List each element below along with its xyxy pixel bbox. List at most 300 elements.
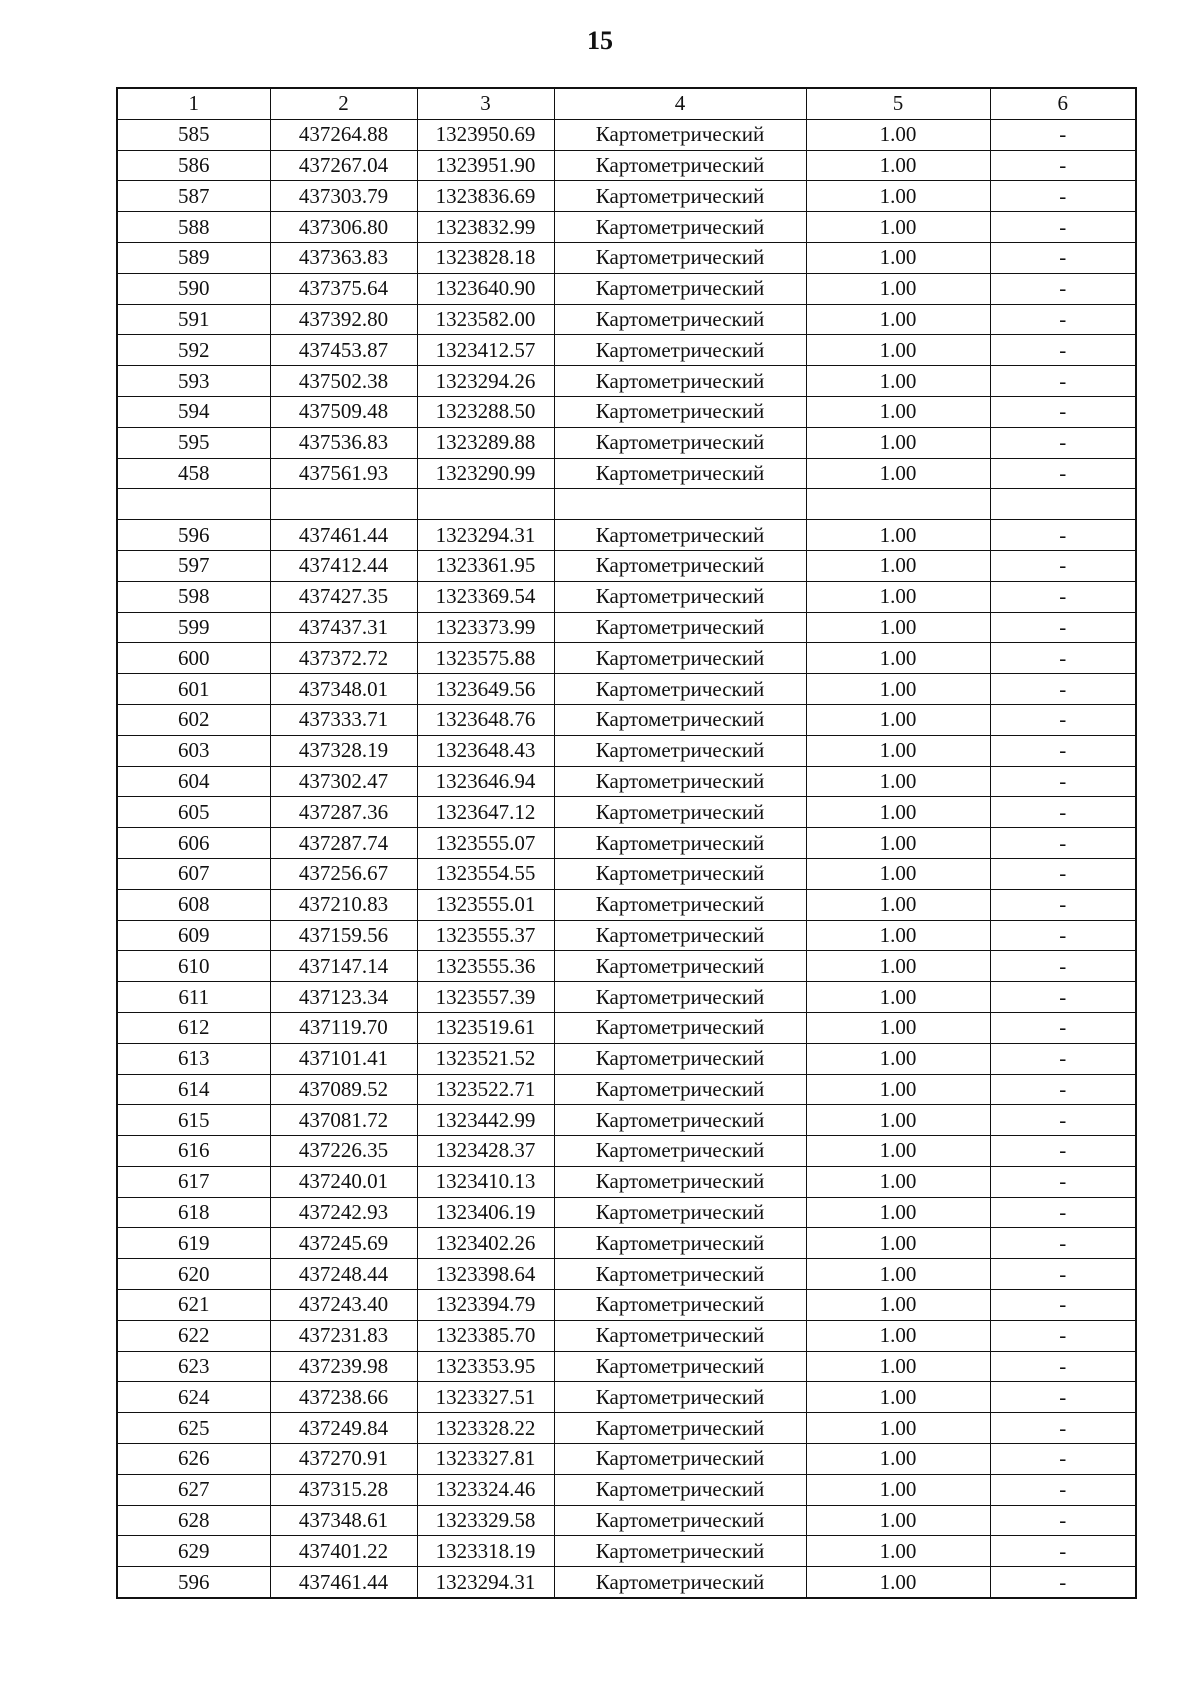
method-cell: Картометрический	[554, 1505, 806, 1536]
point-number-cell: 618	[117, 1197, 270, 1228]
x-coordinate-cell: 437375.64	[270, 273, 417, 304]
point-number-cell: 613	[117, 1043, 270, 1074]
table-row	[117, 1474, 1136, 1505]
x-coordinate-cell: 437509.48	[270, 396, 417, 427]
point-number-cell	[117, 489, 270, 520]
x-coordinate-cell: 437256.67	[270, 858, 417, 889]
table-row	[117, 273, 1136, 304]
table-row	[117, 581, 1136, 612]
table-row	[117, 797, 1136, 828]
note-cell: -	[990, 858, 1136, 889]
note-cell: -	[990, 335, 1136, 366]
accuracy-cell: 1.00	[806, 1320, 990, 1351]
point-number-cell: 625	[117, 1413, 270, 1444]
x-coordinate-cell: 437089.52	[270, 1074, 417, 1105]
y-coordinate-cell: 1323555.36	[417, 951, 554, 982]
header-cell-5: 5	[806, 88, 990, 119]
method-cell: Картометрический	[554, 335, 806, 366]
accuracy-cell: 1.00	[806, 1166, 990, 1197]
method-cell: Картометрический	[554, 982, 806, 1013]
table-row	[117, 643, 1136, 674]
table-row	[117, 1012, 1136, 1043]
table-row	[117, 550, 1136, 581]
point-number-cell: 629	[117, 1536, 270, 1567]
note-cell: -	[990, 304, 1136, 335]
point-number-cell: 596	[117, 520, 270, 551]
table-row	[117, 858, 1136, 889]
x-coordinate-cell: 437437.31	[270, 612, 417, 643]
method-cell: Картометрический	[554, 828, 806, 859]
point-number-cell: 585	[117, 119, 270, 150]
note-cell: -	[990, 1074, 1136, 1105]
accuracy-cell: 1.00	[806, 119, 990, 150]
table-row	[117, 1166, 1136, 1197]
y-coordinate-cell: 1323522.71	[417, 1074, 554, 1105]
point-number-cell: 623	[117, 1351, 270, 1382]
accuracy-cell: 1.00	[806, 1290, 990, 1321]
accuracy-cell: 1.00	[806, 612, 990, 643]
method-cell: Картометрический	[554, 1413, 806, 1444]
x-coordinate-cell: 437348.61	[270, 1505, 417, 1536]
x-coordinate-cell: 437267.04	[270, 150, 417, 181]
table-row	[117, 119, 1136, 150]
table-row	[117, 1074, 1136, 1105]
method-cell: Картометрический	[554, 1074, 806, 1105]
point-number-cell: 622	[117, 1320, 270, 1351]
note-cell: -	[990, 366, 1136, 397]
x-coordinate-cell: 437461.44	[270, 1567, 417, 1598]
y-coordinate-cell: 1323373.99	[417, 612, 554, 643]
accuracy-cell	[806, 489, 990, 520]
note-cell: -	[990, 1444, 1136, 1475]
x-coordinate-cell: 437303.79	[270, 181, 417, 212]
y-coordinate-cell: 1323328.22	[417, 1413, 554, 1444]
table-row	[117, 1382, 1136, 1413]
point-number-cell: 593	[117, 366, 270, 397]
point-number-cell: 587	[117, 181, 270, 212]
table-row	[117, 458, 1136, 489]
method-cell: Картометрический	[554, 273, 806, 304]
note-cell: -	[990, 150, 1136, 181]
accuracy-cell: 1.00	[806, 766, 990, 797]
accuracy-cell: 1.00	[806, 273, 990, 304]
note-cell: -	[990, 581, 1136, 612]
page-number: 15	[587, 26, 613, 55]
note-cell: -	[990, 550, 1136, 581]
point-number-cell: 615	[117, 1105, 270, 1136]
x-coordinate-cell: 437372.72	[270, 643, 417, 674]
table-row	[117, 396, 1136, 427]
method-cell: Картометрический	[554, 581, 806, 612]
point-number-cell: 602	[117, 704, 270, 735]
x-coordinate-cell: 437226.35	[270, 1136, 417, 1167]
header-cell-3: 3	[417, 88, 554, 119]
note-cell: -	[990, 1105, 1136, 1136]
x-coordinate-cell: 437363.83	[270, 242, 417, 273]
accuracy-cell: 1.00	[806, 427, 990, 458]
x-coordinate-cell: 437427.35	[270, 581, 417, 612]
table-row	[117, 1043, 1136, 1074]
note-cell: -	[990, 1228, 1136, 1259]
x-coordinate-cell: 437461.44	[270, 520, 417, 551]
method-cell: Картометрический	[554, 1012, 806, 1043]
accuracy-cell: 1.00	[806, 150, 990, 181]
method-cell: Картометрический	[554, 1105, 806, 1136]
table-row	[117, 612, 1136, 643]
accuracy-cell: 1.00	[806, 828, 990, 859]
method-cell: Картометрический	[554, 550, 806, 581]
accuracy-cell: 1.00	[806, 1259, 990, 1290]
x-coordinate-cell: 437147.14	[270, 951, 417, 982]
x-coordinate-cell: 437302.47	[270, 766, 417, 797]
note-cell: -	[990, 674, 1136, 705]
x-coordinate-cell: 437243.40	[270, 1290, 417, 1321]
method-cell: Картометрический	[554, 612, 806, 643]
method-cell: Картометрический	[554, 797, 806, 828]
table-row	[117, 520, 1136, 551]
note-cell: -	[990, 1351, 1136, 1382]
point-number-cell: 596	[117, 1567, 270, 1598]
accuracy-cell: 1.00	[806, 1012, 990, 1043]
x-coordinate-cell	[270, 489, 417, 520]
method-cell: Картометрический	[554, 704, 806, 735]
note-cell: -	[990, 735, 1136, 766]
point-number-cell: 620	[117, 1259, 270, 1290]
point-number-cell: 598	[117, 581, 270, 612]
point-number-cell: 621	[117, 1290, 270, 1321]
y-coordinate-cell: 1323648.76	[417, 704, 554, 735]
x-coordinate-cell: 437502.38	[270, 366, 417, 397]
x-coordinate-cell: 437287.74	[270, 828, 417, 859]
accuracy-cell: 1.00	[806, 1136, 990, 1167]
table-row	[117, 1536, 1136, 1567]
method-cell: Картометрический	[554, 304, 806, 335]
point-number-cell: 586	[117, 150, 270, 181]
table-row	[117, 920, 1136, 951]
x-coordinate-cell: 437270.91	[270, 1444, 417, 1475]
accuracy-cell: 1.00	[806, 735, 990, 766]
point-number-cell: 610	[117, 951, 270, 982]
method-cell: Картометрический	[554, 1290, 806, 1321]
y-coordinate-cell: 1323640.90	[417, 273, 554, 304]
x-coordinate-cell: 437240.01	[270, 1166, 417, 1197]
note-cell: -	[990, 1505, 1136, 1536]
y-coordinate-cell: 1323648.43	[417, 735, 554, 766]
point-number-cell: 589	[117, 242, 270, 273]
x-coordinate-cell: 437101.41	[270, 1043, 417, 1074]
header-cell-6: 6	[990, 88, 1136, 119]
x-coordinate-cell: 437159.56	[270, 920, 417, 951]
point-number-cell: 603	[117, 735, 270, 766]
note-cell: -	[990, 427, 1136, 458]
y-coordinate-cell: 1323832.99	[417, 212, 554, 243]
point-number-cell: 594	[117, 396, 270, 427]
table-row	[117, 1105, 1136, 1136]
note-cell: -	[990, 1536, 1136, 1567]
table-row	[117, 1505, 1136, 1536]
y-coordinate-cell: 1323521.52	[417, 1043, 554, 1074]
accuracy-cell: 1.00	[806, 1474, 990, 1505]
header-cell-4: 4	[554, 88, 806, 119]
y-coordinate-cell: 1323582.00	[417, 304, 554, 335]
method-cell: Картометрический	[554, 520, 806, 551]
note-cell: -	[990, 520, 1136, 551]
x-coordinate-cell: 437328.19	[270, 735, 417, 766]
note-cell: -	[990, 1043, 1136, 1074]
x-coordinate-cell: 437249.84	[270, 1413, 417, 1444]
point-number-cell: 591	[117, 304, 270, 335]
accuracy-cell: 1.00	[806, 797, 990, 828]
y-coordinate-cell: 1323575.88	[417, 643, 554, 674]
table-body	[117, 119, 1136, 1598]
note-cell: -	[990, 1197, 1136, 1228]
accuracy-cell: 1.00	[806, 1505, 990, 1536]
method-cell: Картометрический	[554, 119, 806, 150]
accuracy-cell: 1.00	[806, 304, 990, 335]
point-number-cell: 627	[117, 1474, 270, 1505]
y-coordinate-cell: 1323412.57	[417, 335, 554, 366]
y-coordinate-cell: 1323353.95	[417, 1351, 554, 1382]
accuracy-cell: 1.00	[806, 1567, 990, 1598]
table-row	[117, 1228, 1136, 1259]
table-row	[117, 828, 1136, 859]
point-number-cell: 608	[117, 889, 270, 920]
x-coordinate-cell: 437315.28	[270, 1474, 417, 1505]
table-row	[117, 704, 1136, 735]
note-cell: -	[990, 1012, 1136, 1043]
method-cell: Картометрический	[554, 674, 806, 705]
note-cell: -	[990, 766, 1136, 797]
point-number-cell: 595	[117, 427, 270, 458]
table-row	[117, 1136, 1136, 1167]
accuracy-cell: 1.00	[806, 1382, 990, 1413]
accuracy-cell: 1.00	[806, 704, 990, 735]
method-cell: Картометрический	[554, 1320, 806, 1351]
y-coordinate-cell: 1323555.01	[417, 889, 554, 920]
table-row	[117, 1351, 1136, 1382]
table-row	[117, 1567, 1136, 1598]
point-number-cell: 614	[117, 1074, 270, 1105]
accuracy-cell: 1.00	[806, 366, 990, 397]
table-row	[117, 1320, 1136, 1351]
accuracy-cell: 1.00	[806, 951, 990, 982]
x-coordinate-cell: 437231.83	[270, 1320, 417, 1351]
accuracy-cell: 1.00	[806, 396, 990, 427]
method-cell: Картометрический	[554, 858, 806, 889]
note-cell: -	[990, 951, 1136, 982]
x-coordinate-cell: 437245.69	[270, 1228, 417, 1259]
y-coordinate-cell: 1323369.54	[417, 581, 554, 612]
table-row	[117, 735, 1136, 766]
y-coordinate-cell: 1323318.19	[417, 1536, 554, 1567]
x-coordinate-cell: 437561.93	[270, 458, 417, 489]
accuracy-cell: 1.00	[806, 581, 990, 612]
y-coordinate-cell: 1323828.18	[417, 242, 554, 273]
accuracy-cell: 1.00	[806, 520, 990, 551]
method-cell: Картометрический	[554, 1474, 806, 1505]
method-cell: Картометрический	[554, 889, 806, 920]
point-number-cell: 600	[117, 643, 270, 674]
x-coordinate-cell: 437264.88	[270, 119, 417, 150]
y-coordinate-cell: 1323646.94	[417, 766, 554, 797]
y-coordinate-cell: 1323555.07	[417, 828, 554, 859]
y-coordinate-cell: 1323329.58	[417, 1505, 554, 1536]
note-cell: -	[990, 396, 1136, 427]
y-coordinate-cell: 1323950.69	[417, 119, 554, 150]
table-row	[117, 335, 1136, 366]
table-row	[117, 1259, 1136, 1290]
accuracy-cell: 1.00	[806, 920, 990, 951]
y-coordinate-cell: 1323406.19	[417, 1197, 554, 1228]
x-coordinate-cell: 437348.01	[270, 674, 417, 705]
note-cell: -	[990, 920, 1136, 951]
x-coordinate-cell: 437412.44	[270, 550, 417, 581]
y-coordinate-cell: 1323428.37	[417, 1136, 554, 1167]
accuracy-cell: 1.00	[806, 858, 990, 889]
point-number-cell: 590	[117, 273, 270, 304]
y-coordinate-cell: 1323394.79	[417, 1290, 554, 1321]
note-cell: -	[990, 212, 1136, 243]
note-cell: -	[990, 1474, 1136, 1505]
y-coordinate-cell: 1323951.90	[417, 150, 554, 181]
table-row	[117, 489, 1136, 520]
note-cell: -	[990, 1567, 1136, 1598]
note-cell: -	[990, 828, 1136, 859]
note-cell: -	[990, 797, 1136, 828]
accuracy-cell: 1.00	[806, 1413, 990, 1444]
note-cell: -	[990, 242, 1136, 273]
y-coordinate-cell: 1323402.26	[417, 1228, 554, 1259]
note-cell: -	[990, 1320, 1136, 1351]
coordinates-table	[116, 87, 1137, 1599]
point-number-cell: 611	[117, 982, 270, 1013]
x-coordinate-cell: 437123.34	[270, 982, 417, 1013]
method-cell: Картометрический	[554, 1567, 806, 1598]
point-number-cell: 605	[117, 797, 270, 828]
point-number-cell: 612	[117, 1012, 270, 1043]
note-cell: -	[990, 1290, 1136, 1321]
y-coordinate-cell: 1323289.88	[417, 427, 554, 458]
note-cell: -	[990, 982, 1136, 1013]
method-cell: Картометрический	[554, 735, 806, 766]
point-number-cell: 619	[117, 1228, 270, 1259]
y-coordinate-cell: 1323327.81	[417, 1444, 554, 1475]
y-coordinate-cell: 1323294.31	[417, 520, 554, 551]
y-coordinate-cell: 1323294.26	[417, 366, 554, 397]
table-row	[117, 427, 1136, 458]
x-coordinate-cell: 437453.87	[270, 335, 417, 366]
accuracy-cell: 1.00	[806, 550, 990, 581]
point-number-cell: 588	[117, 212, 270, 243]
y-coordinate-cell: 1323836.69	[417, 181, 554, 212]
y-coordinate-cell: 1323290.99	[417, 458, 554, 489]
method-cell: Картометрический	[554, 427, 806, 458]
y-coordinate-cell: 1323554.55	[417, 858, 554, 889]
accuracy-cell: 1.00	[806, 1105, 990, 1136]
table-row	[117, 674, 1136, 705]
accuracy-cell: 1.00	[806, 1351, 990, 1382]
x-coordinate-cell: 437239.98	[270, 1351, 417, 1382]
x-coordinate-cell: 437333.71	[270, 704, 417, 735]
x-coordinate-cell: 437401.22	[270, 1536, 417, 1567]
y-coordinate-cell: 1323519.61	[417, 1012, 554, 1043]
accuracy-cell: 1.00	[806, 1444, 990, 1475]
method-cell: Картометрический	[554, 1197, 806, 1228]
accuracy-cell: 1.00	[806, 242, 990, 273]
accuracy-cell: 1.00	[806, 212, 990, 243]
y-coordinate-cell: 1323555.37	[417, 920, 554, 951]
note-cell: -	[990, 1136, 1136, 1167]
table-row	[117, 181, 1136, 212]
method-cell: Картометрический	[554, 643, 806, 674]
accuracy-cell: 1.00	[806, 889, 990, 920]
point-number-cell: 607	[117, 858, 270, 889]
y-coordinate-cell: 1323557.39	[417, 982, 554, 1013]
method-cell: Картометрический	[554, 242, 806, 273]
point-number-cell: 624	[117, 1382, 270, 1413]
y-coordinate-cell: 1323647.12	[417, 797, 554, 828]
accuracy-cell: 1.00	[806, 335, 990, 366]
x-coordinate-cell: 437248.44	[270, 1259, 417, 1290]
x-coordinate-cell: 437210.83	[270, 889, 417, 920]
method-cell: Картометрический	[554, 366, 806, 397]
table-row	[117, 1444, 1136, 1475]
method-cell: Картометрический	[554, 1351, 806, 1382]
note-cell: -	[990, 612, 1136, 643]
y-coordinate-cell: 1323649.56	[417, 674, 554, 705]
table-row	[117, 212, 1136, 243]
y-coordinate-cell	[417, 489, 554, 520]
accuracy-cell: 1.00	[806, 674, 990, 705]
table-row	[117, 304, 1136, 335]
x-coordinate-cell: 437392.80	[270, 304, 417, 335]
y-coordinate-cell: 1323294.31	[417, 1567, 554, 1598]
point-number-cell: 617	[117, 1166, 270, 1197]
point-number-cell: 597	[117, 550, 270, 581]
header-cell-1: 1	[117, 88, 270, 119]
table-header-row	[117, 88, 1136, 119]
method-cell: Картометрический	[554, 1259, 806, 1290]
note-cell: -	[990, 1382, 1136, 1413]
x-coordinate-cell: 437119.70	[270, 1012, 417, 1043]
note-cell: -	[990, 643, 1136, 674]
point-number-cell: 616	[117, 1136, 270, 1167]
accuracy-cell: 1.00	[806, 1228, 990, 1259]
point-number-cell: 628	[117, 1505, 270, 1536]
x-coordinate-cell: 437306.80	[270, 212, 417, 243]
table-row	[117, 150, 1136, 181]
accuracy-cell: 1.00	[806, 458, 990, 489]
accuracy-cell: 1.00	[806, 1043, 990, 1074]
table-row	[117, 366, 1136, 397]
point-number-cell: 592	[117, 335, 270, 366]
note-cell: -	[990, 181, 1136, 212]
method-cell: Картометрический	[554, 150, 806, 181]
method-cell: Картометрический	[554, 766, 806, 797]
method-cell: Картометрический	[554, 1166, 806, 1197]
y-coordinate-cell: 1323442.99	[417, 1105, 554, 1136]
y-coordinate-cell: 1323398.64	[417, 1259, 554, 1290]
point-number-cell: 604	[117, 766, 270, 797]
table-row	[117, 1413, 1136, 1444]
y-coordinate-cell: 1323324.46	[417, 1474, 554, 1505]
method-cell: Картометрический	[554, 181, 806, 212]
point-number-cell: 626	[117, 1444, 270, 1475]
table-row	[117, 242, 1136, 273]
point-number-cell: 601	[117, 674, 270, 705]
note-cell: -	[990, 1166, 1136, 1197]
accuracy-cell: 1.00	[806, 1074, 990, 1105]
